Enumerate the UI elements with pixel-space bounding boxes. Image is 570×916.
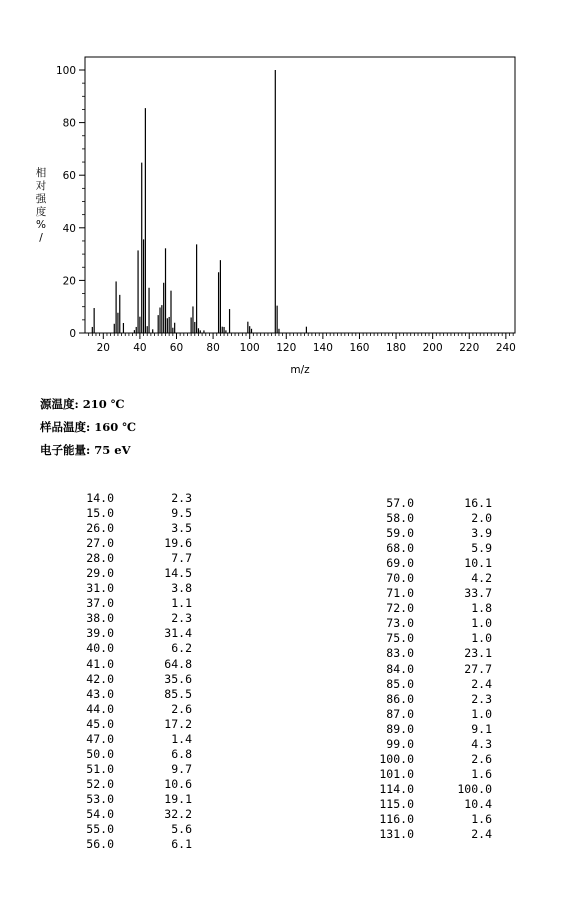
mz-value: 86.0	[386, 691, 414, 706]
mz-value: 84.0	[386, 661, 414, 676]
abundance-value: 1.0	[471, 706, 492, 721]
abundance-value: 16.1	[464, 496, 492, 510]
mz-value: 43.0	[86, 686, 114, 701]
mz-value: 70.0	[386, 571, 414, 586]
abundance-value: 2.3	[471, 691, 492, 706]
x-tick-label: 40	[133, 342, 147, 354]
table-row	[366, 692, 492, 707]
x-tick-label: 200	[422, 342, 443, 354]
mz-value: 39.0	[86, 626, 114, 641]
x-tick-label: 160	[349, 342, 370, 354]
table-row	[366, 812, 492, 827]
x-tick-label: 120	[276, 342, 297, 354]
abundance-value: 17.2	[164, 716, 192, 731]
table-row	[66, 626, 192, 641]
table-row	[366, 797, 492, 812]
table-row	[366, 752, 492, 767]
abundance-value: 1.8	[471, 601, 492, 616]
mz-value: 57.0	[386, 496, 414, 510]
mz-value: 131.0	[379, 827, 414, 842]
abundance-value: 9.1	[471, 721, 492, 736]
mz-value: 28.0	[86, 551, 114, 566]
mz-value: 59.0	[386, 526, 414, 541]
mz-value: 45.0	[86, 716, 114, 731]
x-tick-label: 180	[386, 342, 407, 354]
mz-value: 29.0	[86, 566, 114, 581]
table-row	[66, 777, 192, 792]
table-row	[66, 596, 192, 611]
abundance-value: 33.7	[464, 586, 492, 601]
table-row	[66, 566, 192, 581]
table-row	[66, 491, 192, 506]
x-tick-label: 80	[206, 342, 220, 354]
y-tick-label: 60	[62, 170, 76, 183]
table-row	[366, 526, 492, 541]
source-temperature: 源温度: 210 ℃	[40, 397, 125, 411]
table-row	[366, 782, 492, 797]
y-tick-label: 20	[62, 275, 76, 288]
mz-value: 42.0	[86, 671, 114, 686]
abundance-value: 2.6	[171, 701, 192, 716]
mz-value: 52.0	[86, 776, 114, 791]
table-row	[66, 551, 192, 566]
abundance-value: 10.4	[464, 796, 492, 811]
abundance-value: 23.1	[464, 646, 492, 661]
abundance-value: 1.1	[171, 596, 192, 611]
mz-value: 99.0	[386, 736, 414, 751]
mz-value: 100.0	[379, 751, 414, 766]
abundance-value: 3.9	[471, 526, 492, 541]
mz-value: 44.0	[86, 701, 114, 716]
abundance-value: 2.0	[471, 511, 492, 526]
mz-value: 31.0	[86, 581, 114, 596]
table-row	[366, 631, 492, 646]
abundance-value: 3.8	[171, 581, 192, 596]
table-row	[66, 687, 192, 702]
mz-value: 38.0	[86, 611, 114, 626]
abundance-value: 6.1	[171, 837, 192, 852]
table-row	[66, 807, 192, 822]
mz-value: 69.0	[386, 556, 414, 571]
mz-value: 87.0	[386, 706, 414, 721]
mz-value: 41.0	[86, 656, 114, 671]
mz-value: 68.0	[386, 541, 414, 556]
abundance-value: 1.0	[471, 631, 492, 646]
abundance-value: 35.6	[164, 671, 192, 686]
abundance-value: 7.7	[171, 551, 192, 566]
table-row	[366, 737, 492, 752]
abundance-value: 64.8	[164, 656, 192, 671]
table-row	[366, 496, 492, 511]
abundance-value: 2.4	[471, 676, 492, 691]
abundance-value: 2.3	[171, 611, 192, 626]
table-row	[66, 521, 192, 536]
abundance-value: 2.4	[471, 827, 492, 842]
mz-value: 71.0	[386, 586, 414, 601]
table-row	[66, 762, 192, 777]
mz-value: 114.0	[379, 781, 414, 796]
abundance-value: 2.6	[471, 751, 492, 766]
x-tick-label: 240	[495, 342, 516, 354]
x-tick-label: 140	[312, 342, 333, 354]
abundance-value: 6.8	[171, 746, 192, 761]
table-row	[366, 707, 492, 722]
abundance-value: 2.3	[171, 491, 192, 505]
mz-value: 89.0	[386, 721, 414, 736]
table-row	[366, 767, 492, 782]
mz-value: 37.0	[86, 596, 114, 611]
abundance-value: 1.0	[471, 616, 492, 631]
mz-value: 50.0	[86, 746, 114, 761]
table-row	[66, 581, 192, 596]
table-row	[366, 616, 492, 631]
abundance-value: 3.5	[171, 521, 192, 536]
y-tick-label: 40	[62, 222, 76, 235]
table-row	[366, 541, 492, 556]
mass-spectrum-chart	[0, 0, 570, 380]
mz-value: 75.0	[386, 631, 414, 646]
table-row	[66, 506, 192, 521]
table-row	[66, 672, 192, 687]
table-row	[66, 747, 192, 762]
table-row	[66, 732, 192, 747]
mz-value: 15.0	[86, 506, 114, 521]
abundance-value: 4.2	[471, 571, 492, 586]
mz-value: 27.0	[86, 536, 114, 551]
table-row	[366, 677, 492, 692]
mz-value: 53.0	[86, 791, 114, 806]
mz-value: 101.0	[379, 766, 414, 781]
mz-value: 116.0	[379, 811, 414, 826]
x-axis-label: m/z	[290, 364, 310, 376]
table-row	[366, 662, 492, 677]
abundance-value: 85.5	[164, 686, 192, 701]
table-row	[366, 586, 492, 601]
mz-value: 55.0	[86, 822, 114, 837]
mz-value: 83.0	[386, 646, 414, 661]
abundance-value: 10.1	[464, 556, 492, 571]
table-row	[66, 536, 192, 551]
mz-value: 40.0	[86, 641, 114, 656]
mz-value: 51.0	[86, 761, 114, 776]
abundance-value: 9.7	[171, 761, 192, 776]
mz-value: 56.0	[86, 837, 114, 852]
y-tick-label: 80	[62, 117, 76, 130]
abundance-value: 5.9	[471, 541, 492, 556]
y-axis-label: 相对强度% /	[35, 167, 47, 244]
abundance-value: 6.2	[171, 641, 192, 656]
table-row	[366, 571, 492, 586]
y-tick-label: 0	[69, 328, 76, 340]
abundance-value: 32.2	[164, 806, 192, 821]
abundance-value: 5.6	[171, 822, 192, 837]
table-row	[66, 717, 192, 732]
abundance-value: 14.5	[164, 566, 192, 581]
x-tick-label: 20	[96, 342, 110, 354]
electron-energy: 电子能量: 75 eV	[40, 443, 131, 457]
abundance-value: 19.6	[164, 536, 192, 551]
table-row	[66, 792, 192, 807]
table-row	[66, 837, 192, 852]
abundance-value: 1.4	[171, 731, 192, 746]
table-row	[66, 611, 192, 626]
table-row	[366, 601, 492, 616]
abundance-value: 100.0	[457, 781, 492, 796]
x-tick-label: 60	[169, 342, 184, 354]
peak-table-right	[366, 496, 492, 842]
mz-value: 85.0	[386, 676, 414, 691]
mz-value: 47.0	[86, 731, 114, 746]
table-row	[66, 641, 192, 656]
table-row	[366, 646, 492, 661]
table-row	[366, 722, 492, 737]
abundance-value: 27.7	[464, 661, 492, 676]
mz-value: 14.0	[86, 491, 114, 505]
mz-value: 58.0	[386, 511, 414, 526]
table-row	[366, 827, 492, 842]
abundance-value: 9.5	[171, 506, 192, 521]
abundance-value: 31.4	[164, 626, 192, 641]
mz-value: 54.0	[86, 806, 114, 821]
x-tick-label: 220	[459, 342, 480, 354]
mz-value: 73.0	[386, 616, 414, 631]
table-row	[66, 657, 192, 672]
abundance-value: 1.6	[471, 766, 492, 781]
abundance-value: 4.3	[471, 736, 492, 751]
y-tick-label: 100	[55, 65, 76, 77]
sample-temperature: 样品温度: 160 ℃	[40, 420, 137, 434]
peak-table-left	[66, 491, 192, 852]
table-row	[66, 702, 192, 717]
abundance-value: 10.6	[164, 776, 192, 791]
table-row	[366, 556, 492, 571]
abundance-value: 1.6	[471, 811, 492, 826]
table-row	[366, 511, 492, 526]
x-tick-label: 100	[239, 342, 260, 354]
abundance-value: 19.1	[164, 791, 192, 806]
mz-value: 26.0	[86, 521, 114, 536]
mz-value: 72.0	[386, 601, 414, 616]
table-row	[66, 822, 192, 837]
mz-value: 115.0	[379, 796, 414, 811]
